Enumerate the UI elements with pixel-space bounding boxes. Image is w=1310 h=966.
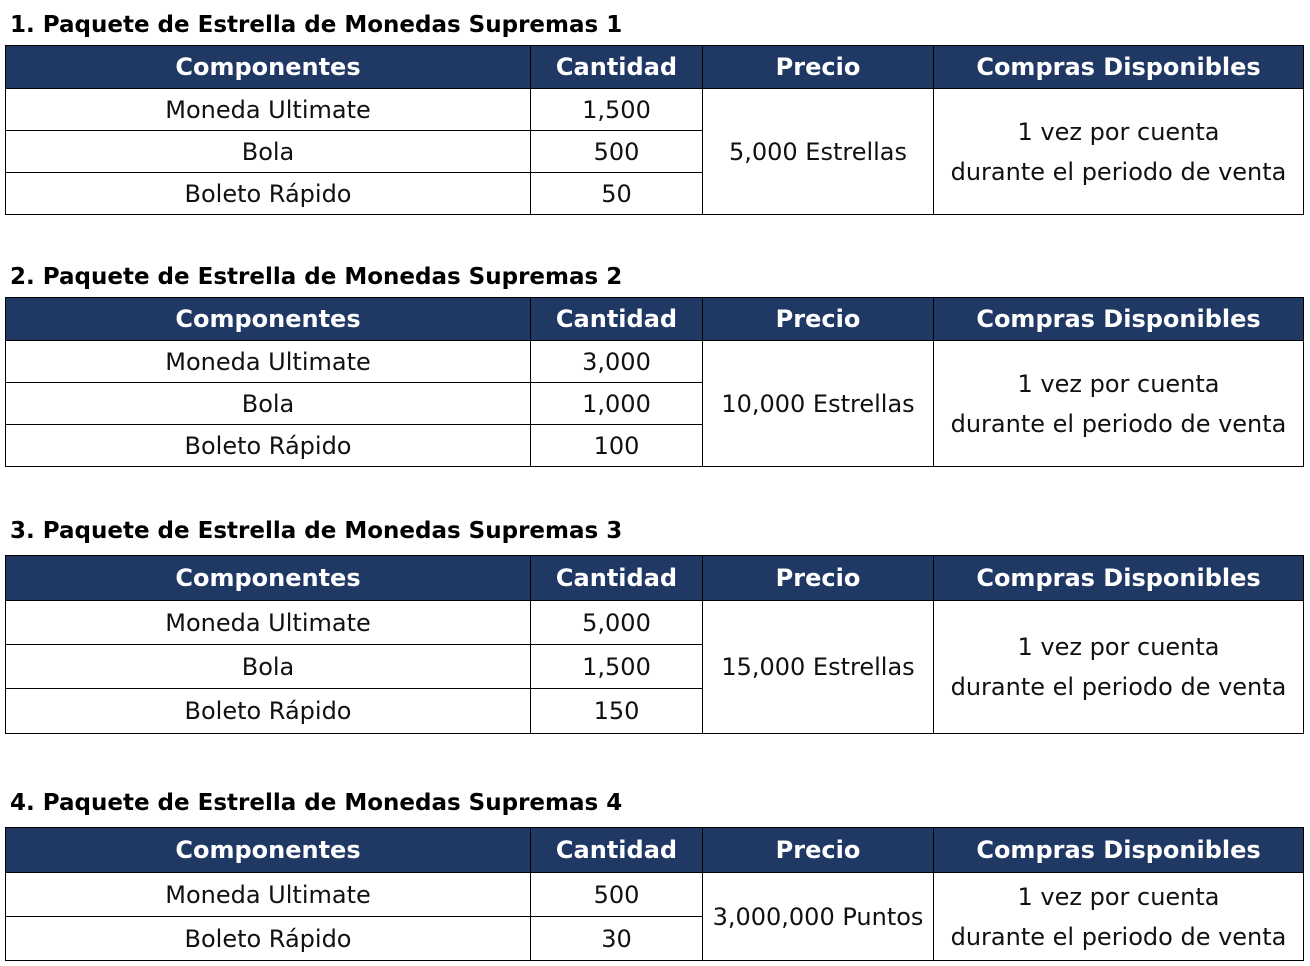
header-price: Precio — [703, 556, 934, 601]
header-quantity: Cantidad — [531, 556, 703, 601]
availability-line-1: 1 vez por cuenta — [1017, 369, 1220, 398]
item-quantity: 1,000 — [531, 383, 703, 425]
item-name: Bola — [6, 645, 531, 689]
header-availability: Compras Disponibles — [934, 46, 1304, 89]
availability-line-2: durante el periodo de venta — [950, 409, 1287, 438]
item-quantity: 50 — [531, 173, 703, 215]
package-title: 3. Paquete de Estrella de Monedas Supremas 3 — [10, 518, 623, 544]
table-row — [6, 89, 1304, 131]
availability-line-2: durante el periodo de venta — [950, 922, 1287, 951]
item-quantity: 100 — [531, 425, 703, 467]
item-quantity: 150 — [531, 689, 703, 734]
table-header-row — [6, 46, 1304, 89]
header-availability: Compras Disponibles — [934, 556, 1304, 601]
availability-line-1: 1 vez por cuenta — [1017, 117, 1220, 146]
package-price: 5,000 Estrellas — [703, 89, 934, 215]
package-table — [5, 555, 1304, 734]
item-name: Bola — [6, 131, 531, 173]
item-name: Boleto Rápido — [6, 917, 531, 961]
table-header-row — [6, 556, 1304, 601]
header-price: Precio — [703, 298, 934, 341]
item-quantity: 1,500 — [531, 89, 703, 131]
header-quantity: Cantidad — [531, 828, 703, 873]
header-price: Precio — [703, 828, 934, 873]
item-name: Boleto Rápido — [6, 689, 531, 734]
availability-line-2: durante el periodo de venta — [950, 157, 1287, 186]
header-price: Precio — [703, 46, 934, 89]
header-components: Componentes — [6, 298, 531, 341]
package-table — [5, 297, 1304, 467]
item-name: Moneda Ultimate — [6, 601, 531, 645]
item-name: Moneda Ultimate — [6, 89, 531, 131]
item-quantity: 500 — [531, 873, 703, 917]
item-name: Boleto Rápido — [6, 425, 531, 467]
package-availability — [934, 341, 1304, 467]
table-row — [6, 341, 1304, 383]
item-quantity: 500 — [531, 131, 703, 173]
table-header-row — [6, 828, 1304, 873]
item-name: Moneda Ultimate — [6, 873, 531, 917]
item-quantity: 3,000 — [531, 341, 703, 383]
package-price: 10,000 Estrellas — [703, 341, 934, 467]
header-availability: Compras Disponibles — [934, 298, 1304, 341]
item-name: Bola — [6, 383, 531, 425]
availability-line-2: durante el periodo de venta — [950, 673, 1287, 701]
header-components: Componentes — [6, 828, 531, 873]
package-title: 4. Paquete de Estrella de Monedas Supremas 4 — [10, 790, 623, 816]
header-availability: Compras Disponibles — [934, 828, 1304, 873]
header-quantity: Cantidad — [531, 298, 703, 341]
item-quantity: 1,500 — [531, 645, 703, 689]
package-title: 2. Paquete de Estrella de Monedas Supremas 2 — [10, 264, 623, 290]
package-availability — [934, 89, 1304, 215]
package-table — [5, 45, 1304, 215]
table-row — [6, 601, 1304, 645]
package-title: 1. Paquete de Estrella de Monedas Supremas 1 — [10, 12, 623, 38]
table-header-row — [6, 298, 1304, 341]
availability-line-1: 1 vez por cuenta — [1017, 633, 1220, 661]
package-price: 15,000 Estrellas — [703, 601, 934, 734]
item-name: Moneda Ultimate — [6, 341, 531, 383]
item-name: Boleto Rápido — [6, 173, 531, 215]
table-row — [6, 873, 1304, 917]
availability-line-1: 1 vez por cuenta — [1017, 882, 1220, 911]
item-quantity: 30 — [531, 917, 703, 961]
item-quantity: 5,000 — [531, 601, 703, 645]
package-price: 3,000,000 Puntos — [703, 873, 934, 961]
header-quantity: Cantidad — [531, 46, 703, 89]
header-components: Componentes — [6, 46, 531, 89]
package-availability — [934, 873, 1304, 961]
header-components: Componentes — [6, 556, 531, 601]
package-table — [5, 827, 1304, 961]
package-availability — [934, 601, 1304, 734]
